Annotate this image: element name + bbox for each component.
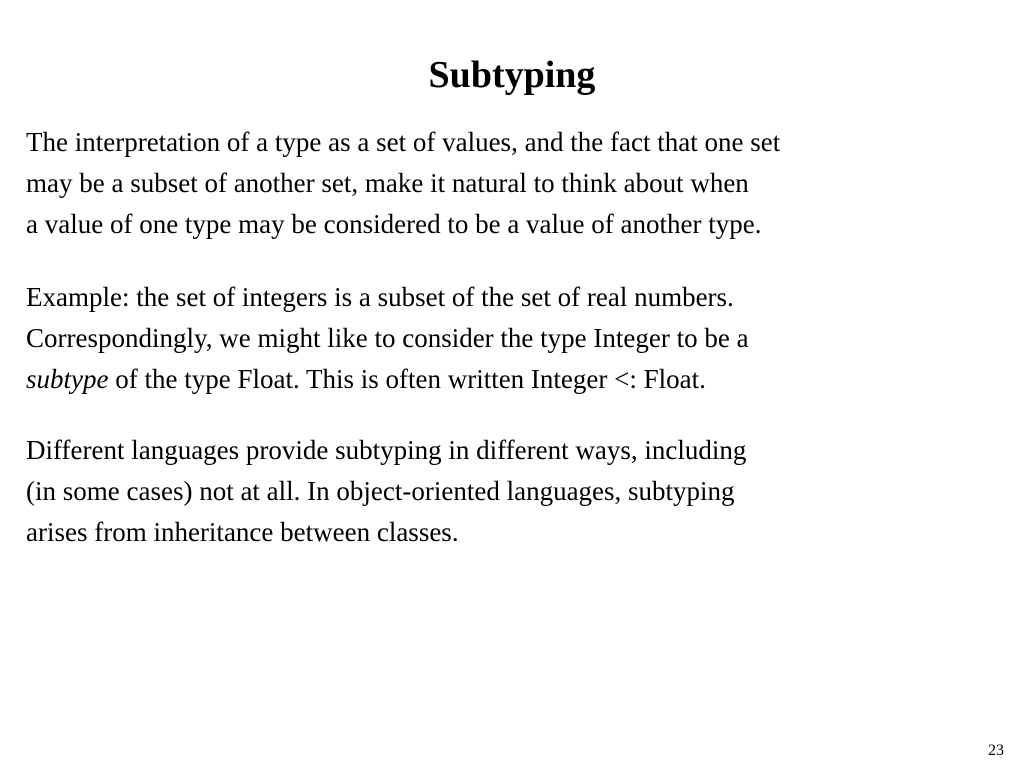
paragraph-line: (in some cases) not at all. In object-oriented languages, subtyping	[26, 476, 735, 506]
paragraph-languages	[26, 430, 1006, 553]
paragraph-line-rest: of the type Float. This is often written Integer <: Float.	[108, 364, 706, 394]
subtype-emphasis: subtype	[26, 364, 109, 394]
paragraph-line: arises from inheritance between classes.	[26, 517, 459, 547]
paragraph-line: a value of one type may be considered to be a value of another type.	[26, 209, 762, 239]
paragraph-line	[26, 359, 1006, 400]
paragraph-line: Correspondingly, we might like to consider the type Integer to be a	[26, 323, 749, 353]
paragraph-line: Different languages provide subtyping in different ways, including	[26, 435, 747, 465]
paragraph-line: The interpretation of a type as a set of values, and the fact that one set	[26, 127, 781, 157]
page-number: 23	[988, 742, 1004, 759]
paragraph-example	[26, 277, 1006, 400]
slide-title: Subtyping	[428, 54, 596, 96]
paragraph-interpretation	[26, 122, 1006, 245]
paragraph-line: Example: the set of integers is a subset of the set of real numbers.	[26, 282, 734, 312]
paragraph-line: may be a subset of another set, make it natural to think about when	[26, 168, 749, 198]
